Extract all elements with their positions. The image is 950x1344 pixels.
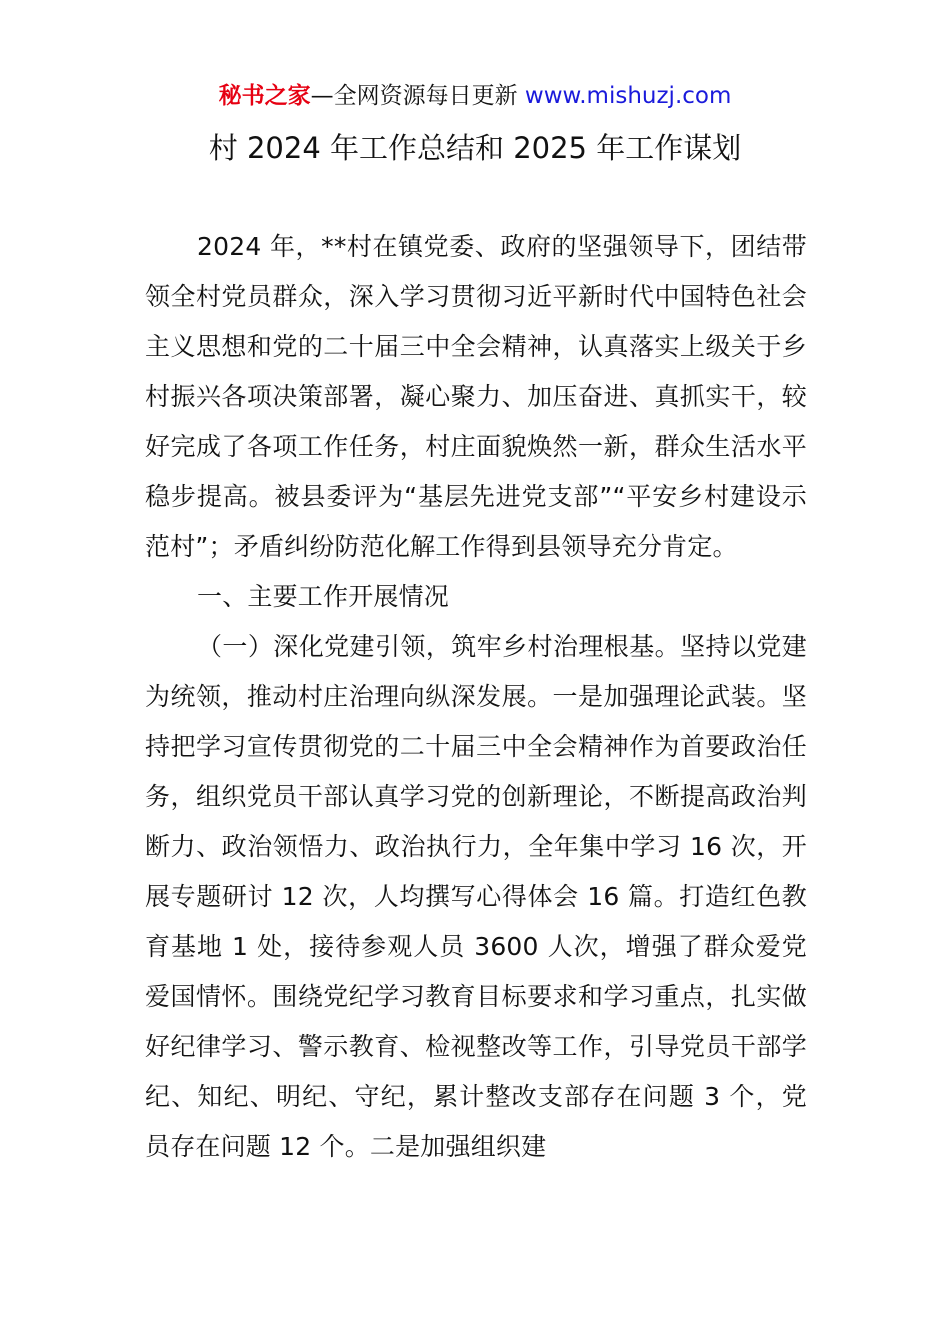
site-brand: 秘书之家 [218, 83, 311, 109]
document-title: 村 2024 年工作总结和 2025 年工作谋划 [208, 131, 742, 165]
section-paragraph: （一）深化党建引领，筑牢乡村治理根基。坚持以党建为统领，推动村庄治理向纵深发展。一是加强理论武装。坚持把学习宣传贯彻党的二十届三中全会精神作为首要政治任务，组织党员干部认真学习党的创新理论，不断提高政治判断力、政治领悟力、政治执行力，全年集中学习 16 次，开展专题研讨 12 次，人均撰写心得体会 16 篇。打造红色教育基地 1 处，接待参观人员 3600 人次，增强了群众爱党爱国情怀。围绕党纪学习教育目标要求和学习重点，扎实做好纪律学习、警示教育、检视整改等工作，引导党员干部学纪、知纪、明纪、守纪，累计整改支部存在问题 3 个，党员存在问题 12 个。二是加强组织建 [145, 632, 807, 1161]
document-body [145, 222, 807, 1172]
site-url-link[interactable]: www.mishuzj.com [524, 83, 732, 109]
site-header [0, 80, 950, 112]
intro-paragraph: 2024 年，**村在镇党委、政府的坚强领导下，团结带领全村党员群众，深入学习贯彻习近平新时代中国特色社会主义思想和党的二十届三中全会精神，认真落实上级关于乡村振兴各项决策部署，凝心聚力、加压奋进、真抓实干，较好完成了各项工作任务，村庄面貌焕然一新，群众生活水平稳步提高。被县委评为“基层先进党支部”“平安乡村建设示范村”；矛盾纠纷防范化解工作得到县领导充分肯定。 [145, 232, 807, 561]
section-heading: 一、主要工作开展情况 [197, 582, 450, 611]
site-slogan: —全网资源每日更新 [310, 83, 518, 109]
